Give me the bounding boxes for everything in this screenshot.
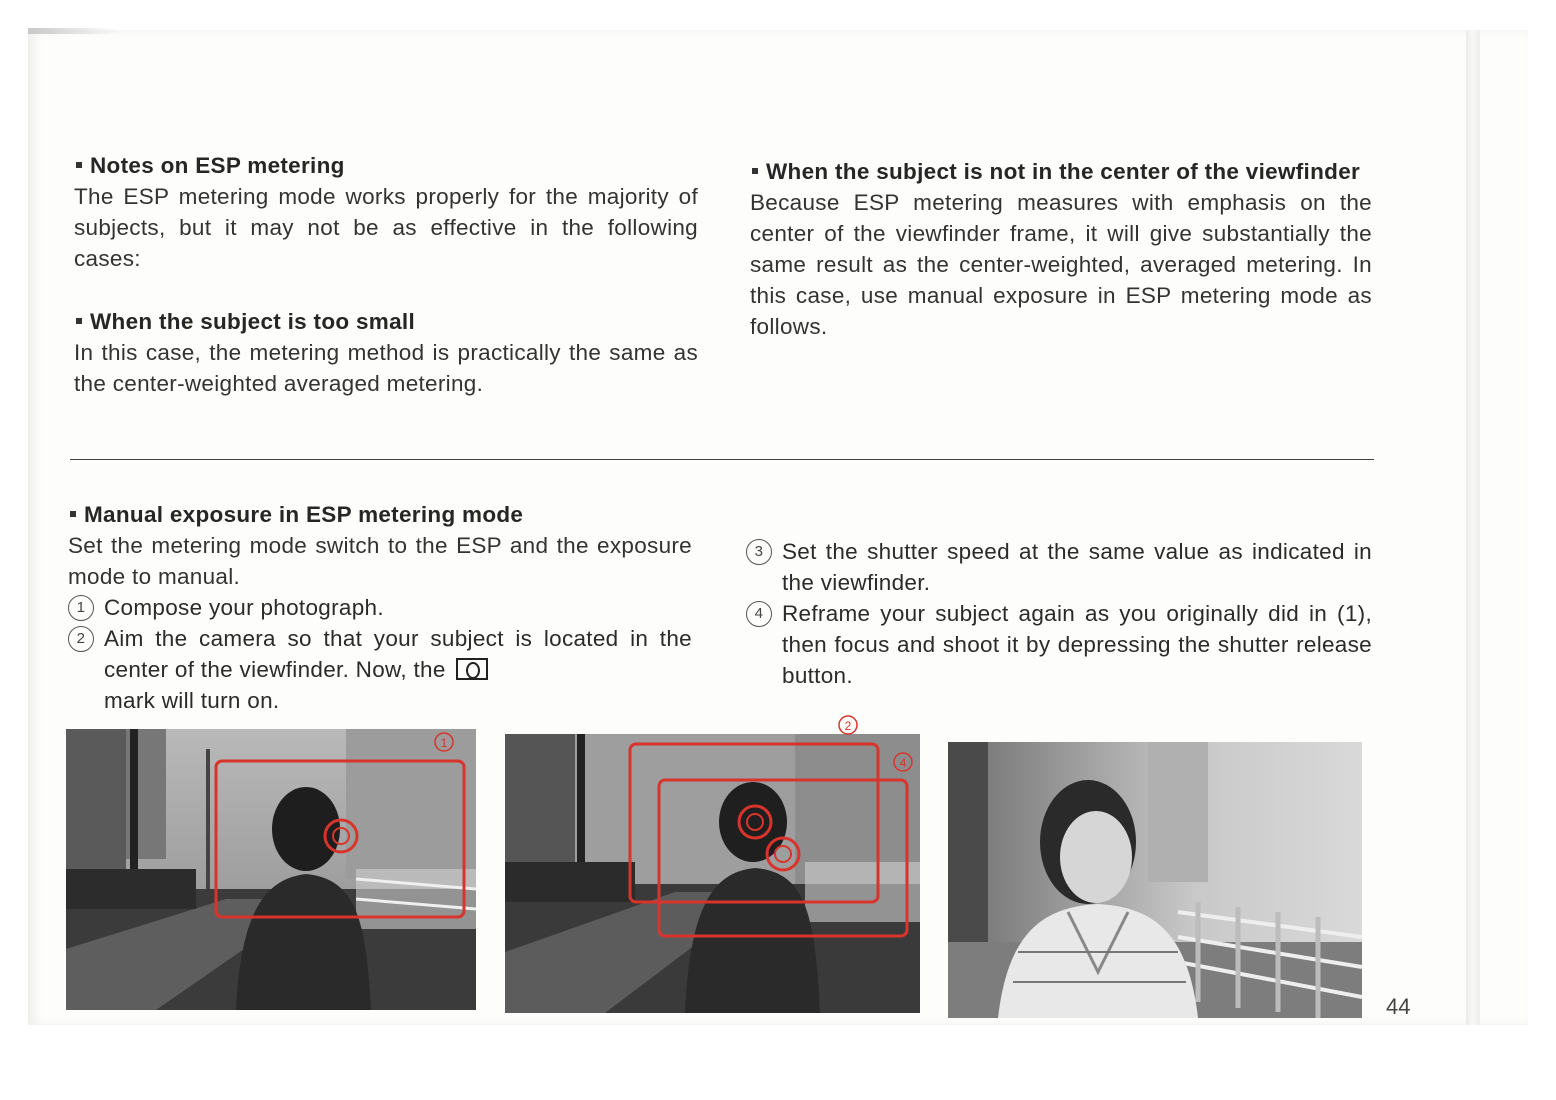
- step-2: [68, 623, 692, 716]
- manual-intro: Set the metering mode switch to the ESP and the exposure mode to manual.: [68, 533, 692, 589]
- manual-heading: [68, 499, 692, 530]
- small-subject-heading: [74, 306, 698, 337]
- step-text: Set the shutter speed at the same value as indicated in the viewfinder.: [782, 539, 1372, 595]
- bullet-icon: [70, 511, 76, 517]
- off-center-heading-text: When the subject is not in the center of the viewfinder: [766, 159, 1361, 184]
- step-text-before: Aim the camera so that your subject is located in the center of the viewfinder. Now, the: [104, 626, 692, 682]
- small-subject-body: In this case, the metering method is practically the same as the center-weighted averaged metering.: [74, 340, 698, 396]
- off-center-heading: [750, 156, 1372, 187]
- step-text: [104, 623, 692, 716]
- photo-label-2: 2: [844, 719, 852, 733]
- page-edge-shadow: [28, 28, 118, 34]
- page-number: 44: [1386, 994, 1411, 1019]
- photo-portrait: [948, 742, 1362, 1018]
- off-center-body: Because ESP metering measures with emphasis on the center of the viewfinder frame, it will give substantially the same result as the center-weighted, averaged metering. In this case, use manual exposure in ESP metering mode as follows.: [750, 190, 1372, 339]
- step-4: [746, 598, 1372, 691]
- photo-label-1: 1: [440, 736, 448, 750]
- small-subject-heading-text: When the subject is too small: [90, 309, 415, 334]
- bullet-icon: [752, 168, 758, 174]
- notes-heading: [74, 150, 698, 181]
- bullet-icon: [76, 318, 82, 324]
- book-spine: [1466, 30, 1480, 1025]
- manual-heading-text: Manual exposure in ESP metering mode: [84, 502, 524, 527]
- photo-reframe: [505, 712, 920, 1013]
- step-text: Reframe your subject again as you originally did in (1), then focus and shoot it by depressing the shutter release button.: [782, 601, 1372, 688]
- bullet-icon: [76, 162, 82, 168]
- photo-label-4: 4: [899, 756, 907, 770]
- section-divider: [70, 459, 1374, 460]
- step-number: 1: [68, 595, 94, 621]
- step-number: 3: [746, 539, 772, 565]
- step-3: [746, 536, 1372, 598]
- off-center-section: [750, 156, 1372, 342]
- manual-section: [68, 499, 692, 716]
- notes-body: The ESP metering mode works properly for the majority of subjects, but it may not be as effective in the following cases:: [74, 184, 698, 271]
- center-mark-icon: [456, 658, 488, 680]
- step-1: [68, 592, 692, 623]
- step-number: 2: [68, 626, 94, 652]
- manual-section-continued: [746, 536, 1372, 691]
- step-number: 4: [746, 601, 772, 627]
- step-text-after: mark will turn on.: [104, 688, 280, 713]
- photo-compose: [66, 729, 476, 1010]
- step-text: Compose your photograph.: [104, 595, 384, 620]
- notes-section: [74, 150, 698, 399]
- notes-heading-text: Notes on ESP metering: [90, 153, 345, 178]
